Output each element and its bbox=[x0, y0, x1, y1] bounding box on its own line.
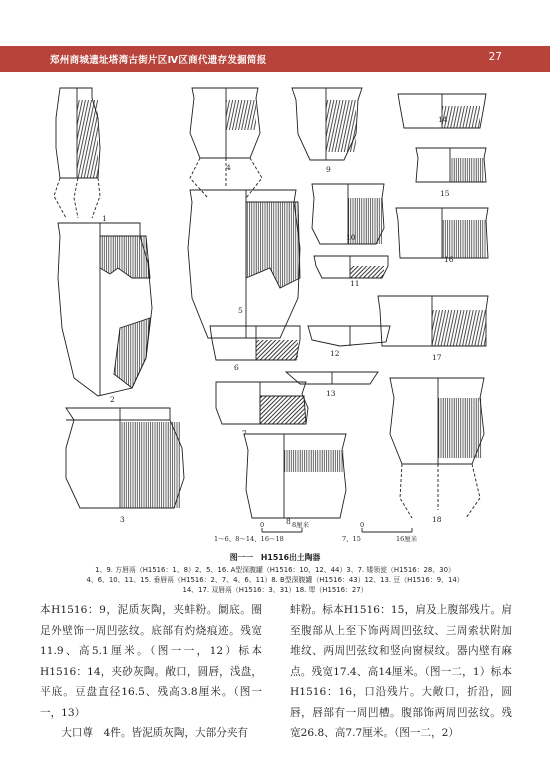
vessel-number: 12 bbox=[330, 349, 340, 358]
vessel-number: 10 bbox=[346, 233, 356, 242]
vessel-8 bbox=[244, 434, 346, 518]
scale-left-label: 1～6、8～14、16～18 bbox=[214, 535, 284, 543]
running-title: 郑州商城遗址塔湾古街片区Ⅳ区商代遗存发掘简报 bbox=[50, 55, 267, 66]
body-paragraph: 蚌粉。标本H1516：15，肩及上腹部残片。肩至腹部从上至下饰两周凹弦纹、三周索状附加堆纹、两周凹弦纹和竖向窗棂纹。器内壁有麻点。残宽17.4、高14厘米。（图一二，1）标本H1516：16，口沿残片。大敞口，折沿，圆唇，唇部有一周凹槽。腹部饰两周凹弦纹。残宽26.8、高7.7厘米。（图一二，2） bbox=[290, 604, 512, 739]
vessel-number: 8 bbox=[286, 517, 291, 526]
vessel-5 bbox=[188, 190, 300, 338]
vessel-number: 11 bbox=[350, 279, 360, 288]
caption-line: 4、6、10、11、15. 垂唇鬲（H1516：2、7、4、6、11）8. B型深腹罐（H1516：43）12、13. 豆（H1516：9、14） bbox=[86, 576, 464, 584]
body-paragraph: 大口尊 4件。皆泥质灰陶，大部分夹有 bbox=[61, 727, 249, 739]
scale-right-zero: 0 bbox=[360, 521, 365, 529]
vessel-number: 4 bbox=[226, 163, 231, 172]
vessel-4 bbox=[190, 88, 262, 198]
caption-title: 图一一 H1516出土陶器 bbox=[229, 553, 321, 562]
vessel-number: 3 bbox=[120, 515, 125, 524]
vessel-11 bbox=[314, 256, 388, 278]
vessel-number: 16 bbox=[444, 255, 454, 264]
vessel-3 bbox=[66, 408, 184, 508]
vessel-number: 17 bbox=[432, 353, 442, 362]
vessel-number: 18 bbox=[432, 515, 442, 524]
scale-bar-right bbox=[362, 528, 412, 532]
vessel-16 bbox=[396, 208, 488, 258]
vessel-number: 6 bbox=[234, 363, 239, 372]
vessel-18 bbox=[390, 378, 484, 518]
pottery-figure bbox=[40, 78, 510, 548]
figure-caption bbox=[40, 552, 510, 595]
vessel-number: 5 bbox=[238, 306, 243, 315]
vessel-7 bbox=[216, 382, 308, 424]
scale-labels bbox=[214, 520, 418, 543]
page-number: 27 bbox=[488, 51, 502, 63]
vessel-number: 2 bbox=[110, 395, 115, 404]
scale-left-zero: 0 bbox=[260, 521, 265, 529]
body-column-left bbox=[40, 600, 262, 744]
vessel-9 bbox=[292, 88, 362, 160]
vessel-17 bbox=[378, 296, 488, 346]
vessel-12 bbox=[308, 326, 390, 346]
vessel-number: 7 bbox=[242, 429, 247, 438]
vessel-1 bbox=[54, 88, 100, 218]
caption-line: 1、9. 方唇鬲（H1516：1、8）2、5、16. A型深腹罐（H1516：10、12、44）3、7. 矮领瓮（H1516：28、30） bbox=[95, 566, 455, 574]
vessel-15 bbox=[416, 148, 486, 182]
vessel-number: 14 bbox=[438, 115, 448, 124]
vessel-number: 15 bbox=[440, 189, 450, 198]
body-column-right bbox=[290, 600, 512, 744]
vessel-number: 9 bbox=[326, 165, 331, 174]
body-paragraph: 本H1516：9，泥质灰陶，夹蚌粉。阛底。圈足外壁饰一周凹弦纹。底部有灼烧痕迹。残宽11.9、高5.1厘米。（图一一，12）标本H1516：14，夹砂灰陶。敞口，圆唇，浅盘，平底。豆盘直径16.5、残高3.8厘米。（图一一，13） bbox=[40, 604, 262, 719]
scale-right-end: 16厘米 bbox=[396, 535, 418, 543]
vessel-6 bbox=[210, 326, 300, 360]
vessel-2 bbox=[58, 223, 152, 396]
scale-right-label: 7、15 bbox=[342, 535, 361, 543]
scale-left-end: 8厘米 bbox=[292, 521, 310, 529]
vessel-number: 1 bbox=[102, 214, 107, 223]
caption-line: 14、17. 双唇鬲（H1516：3、31）18. 斝（H1516：27） bbox=[182, 586, 368, 594]
vessel-number: 13 bbox=[326, 389, 336, 398]
